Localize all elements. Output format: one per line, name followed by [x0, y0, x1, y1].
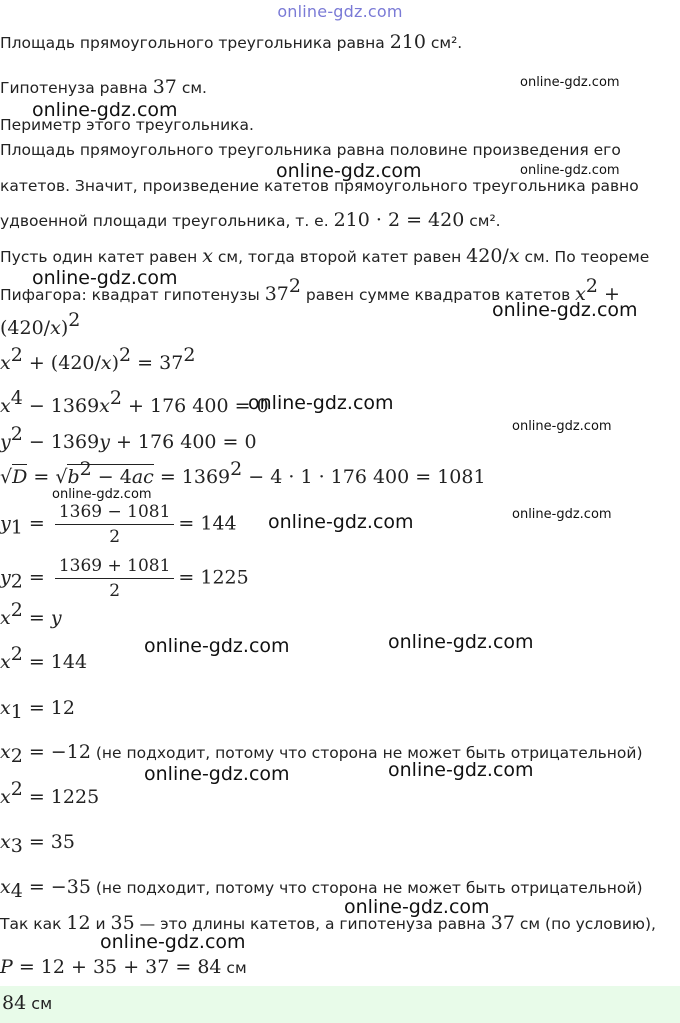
y1-result: = 144 — [178, 512, 237, 535]
substitution-back — [0, 599, 62, 629]
since-pre: Так как — [0, 915, 67, 933]
perim-math: = 12 + 35 + 37 = 84 — [12, 956, 222, 978]
hypotenuse-statement — [0, 76, 207, 98]
pyth-frac-x: x — [50, 317, 61, 339]
eq1-d: = 37 — [131, 352, 184, 374]
eq2-x-sup: 4 — [10, 387, 23, 409]
watermark: online-gdz.com — [276, 160, 422, 182]
disc-b: b — [67, 466, 80, 488]
site-header[interactable]: online-gdz.com — [277, 2, 403, 21]
area-statement — [0, 31, 462, 53]
pyth-close: ) — [60, 317, 69, 339]
disc-eq: = — [27, 466, 56, 488]
pyth-sup: 2 — [288, 275, 301, 297]
watermark: online-gdz.com — [512, 507, 612, 522]
x144-x: x — [0, 651, 11, 673]
xy-y: y — [50, 607, 62, 629]
x4-val: = −35 — [22, 876, 91, 898]
xy-eq: = — [22, 607, 51, 629]
hyp-num: 37 — [152, 76, 177, 98]
watermark: online-gdz.com — [144, 763, 290, 785]
eq3-y2: y — [99, 431, 110, 453]
y2-den: 2 — [109, 581, 121, 601]
y2-num: 1369 + 1081 — [55, 556, 175, 579]
x1-sub: 1 — [10, 701, 23, 723]
watermark: online-gdz.com — [388, 631, 534, 653]
eq1-d-sup: 2 — [183, 344, 196, 366]
since-post: см (по условию), — [514, 915, 656, 933]
eq1-b: + (420/ — [22, 352, 101, 374]
y1-den: 2 — [109, 527, 121, 547]
x3-val: = 35 — [22, 831, 75, 853]
area-num: 210 — [389, 31, 426, 53]
hyp-unit: см. — [176, 79, 207, 97]
y2-result: = 1225 — [178, 566, 249, 589]
x2-x: x — [0, 741, 11, 763]
x4-reject: (не подходит, потому что сторона не может быть отрицательной) — [90, 879, 643, 897]
y1-fraction — [55, 502, 175, 547]
xy-x: x — [0, 607, 11, 629]
watermark: online-gdz.com — [52, 487, 152, 502]
since-35: 35 — [110, 912, 135, 934]
eq1-frac-x: x — [100, 352, 112, 374]
watermark: online-gdz.com — [100, 931, 246, 953]
let-pre: Пусть один катет равен — [0, 248, 203, 266]
eq1-c: ) — [111, 352, 120, 374]
area-unit: см². — [425, 34, 463, 52]
answer-unit: см — [26, 994, 53, 1013]
watermark: online-gdz.com — [268, 511, 414, 533]
since-37: 37 — [490, 912, 515, 934]
equation-quadratic-y — [0, 423, 257, 453]
x4-sub: 4 — [10, 880, 23, 902]
watermark: online-gdz.com — [248, 392, 394, 414]
pyth-37: 37 — [264, 283, 289, 305]
eq3-y: y — [0, 431, 11, 453]
pyth-mid: равен сумме квадратов катетов — [301, 286, 576, 304]
eq2-b: − 1369 — [22, 395, 100, 417]
let-frac-x: x — [508, 245, 520, 267]
x2-reject: (не подходит, потому что сторона не может быть отрицательной) — [90, 744, 643, 762]
root-x2-rejected — [0, 741, 643, 767]
area-pre: Площадь прямоугольного треугольника равна — [0, 34, 390, 52]
y2-label: y — [0, 566, 11, 589]
eq2-x2-sup: 2 — [109, 387, 122, 409]
perim-P: P — [0, 956, 13, 978]
since-and: и — [90, 915, 111, 933]
disc-rest-a: = 1369 — [153, 466, 231, 488]
pyth-x: x — [575, 283, 586, 305]
let-post: см. По теореме — [519, 248, 650, 266]
x4-x: x — [0, 876, 11, 898]
discriminant — [0, 458, 486, 488]
y1-sub: 1 — [10, 516, 23, 539]
let-frac: 420/ — [466, 245, 509, 267]
x1-val: = 12 — [22, 697, 75, 719]
answer-text — [2, 992, 52, 1014]
eq2-x: x — [0, 395, 11, 417]
root-x1 — [0, 697, 75, 723]
x3-sub: 3 — [10, 835, 23, 857]
equation-sum-of-squares — [0, 344, 196, 374]
eq3-y-sup: 2 — [10, 423, 23, 445]
answer-value: 84 — [2, 992, 27, 1014]
root-y2: $y_2$ = $\frac{1369 + 1081}{2}$ = 1225 — [0, 556, 249, 601]
watermark: online-gdz.com — [32, 267, 178, 289]
equation-biquadratic — [0, 387, 269, 417]
x2-sub: 2 — [10, 745, 23, 767]
pyth-plus: + — [597, 283, 620, 305]
eq2-x2: x — [99, 395, 110, 417]
eq1-c-sup: 2 — [119, 344, 132, 366]
watermark: online-gdz.com — [520, 163, 620, 178]
eq1-x-sup: 2 — [10, 344, 23, 366]
root-y1: $y_1$ = $\frac{1369 - 1081}{2}$ = 144 — [0, 502, 237, 547]
y1-label: y — [0, 512, 11, 535]
disc-D: D — [12, 466, 28, 488]
expl3-math: 210 · 2 = 420 — [333, 209, 465, 231]
eq2-c: + 176 400 = 0 — [121, 395, 269, 417]
x1-x: x — [0, 697, 11, 719]
disc-rad-b: − 4 — [91, 466, 132, 488]
x144-sup: 2 — [10, 643, 23, 665]
explanation-line-2: катетов. Значит, произведение катетов прямоугольного треугольника равно — [0, 177, 639, 195]
pyth-frac: (420/ — [0, 317, 51, 339]
pythagoras-continuation — [0, 309, 81, 339]
let-statement — [0, 245, 649, 267]
x144-val: = 144 — [22, 651, 88, 673]
watermark: online-gdz.com — [344, 896, 490, 918]
sqrt-icon: √ — [0, 466, 13, 488]
explanation-line-3 — [0, 209, 501, 231]
y2-fraction — [55, 556, 175, 601]
watermark: online-gdz.com — [492, 299, 638, 321]
conclusion-statement — [0, 912, 656, 934]
y2-sub: 2 — [10, 570, 23, 593]
let-mid: см, тогда второй катет равен — [212, 248, 467, 266]
x2-val: = −12 — [22, 741, 91, 763]
hyp-pre: Гипотенуза равна — [0, 79, 153, 97]
root-x3 — [0, 831, 75, 857]
perim-unit: см — [221, 959, 247, 977]
expl3-pre: удвоенной площади треугольника, т. е. — [0, 212, 334, 230]
x1225-sup: 2 — [10, 778, 23, 800]
watermark: online-gdz.com — [388, 759, 534, 781]
x1225-val: = 1225 — [22, 786, 100, 808]
eq3-b: − 1369 — [22, 431, 100, 453]
disc-ac: ac — [131, 466, 154, 488]
explanation-line-1: Площадь прямоугольного треугольника равна половине произведения его — [0, 141, 621, 159]
pyth-x-sup: 2 — [585, 275, 598, 297]
answer-box — [0, 986, 680, 1023]
since-12: 12 — [66, 912, 91, 934]
perimeter-question: Периметр этого треугольника. — [0, 116, 254, 134]
pyth-close-sup: 2 — [68, 309, 81, 331]
root-x4-rejected — [0, 876, 643, 902]
perimeter-result — [0, 956, 247, 978]
expl3-unit: см². — [464, 212, 501, 230]
let-x: x — [202, 245, 213, 267]
disc-b-sup: 2 — [79, 458, 92, 480]
sqrt-icon-2: √ — [55, 466, 68, 488]
watermark: online-gdz.com — [144, 635, 290, 657]
xy-sup: 2 — [10, 599, 23, 621]
disc-rest-sup: 2 — [230, 458, 243, 480]
pyth-pre: Пифагора: квадрат гипотенузы — [0, 286, 265, 304]
eq3-c: + 176 400 = 0 — [109, 431, 257, 453]
x3-x: x — [0, 831, 11, 853]
watermark: online-gdz.com — [520, 75, 620, 90]
since-mid: — это длины катетов, а гипотенуза равна — [134, 915, 491, 933]
watermark: online-gdz.com — [512, 419, 612, 434]
eq1-x: x — [0, 352, 11, 374]
watermark: online-gdz.com — [32, 99, 178, 121]
y1-num: 1369 − 1081 — [55, 502, 175, 525]
x-squared-1225 — [0, 778, 100, 808]
disc-rest-b: − 4 · 1 · 176 400 = 1081 — [242, 466, 486, 488]
x-squared-144 — [0, 643, 88, 673]
x1225-x: x — [0, 786, 11, 808]
